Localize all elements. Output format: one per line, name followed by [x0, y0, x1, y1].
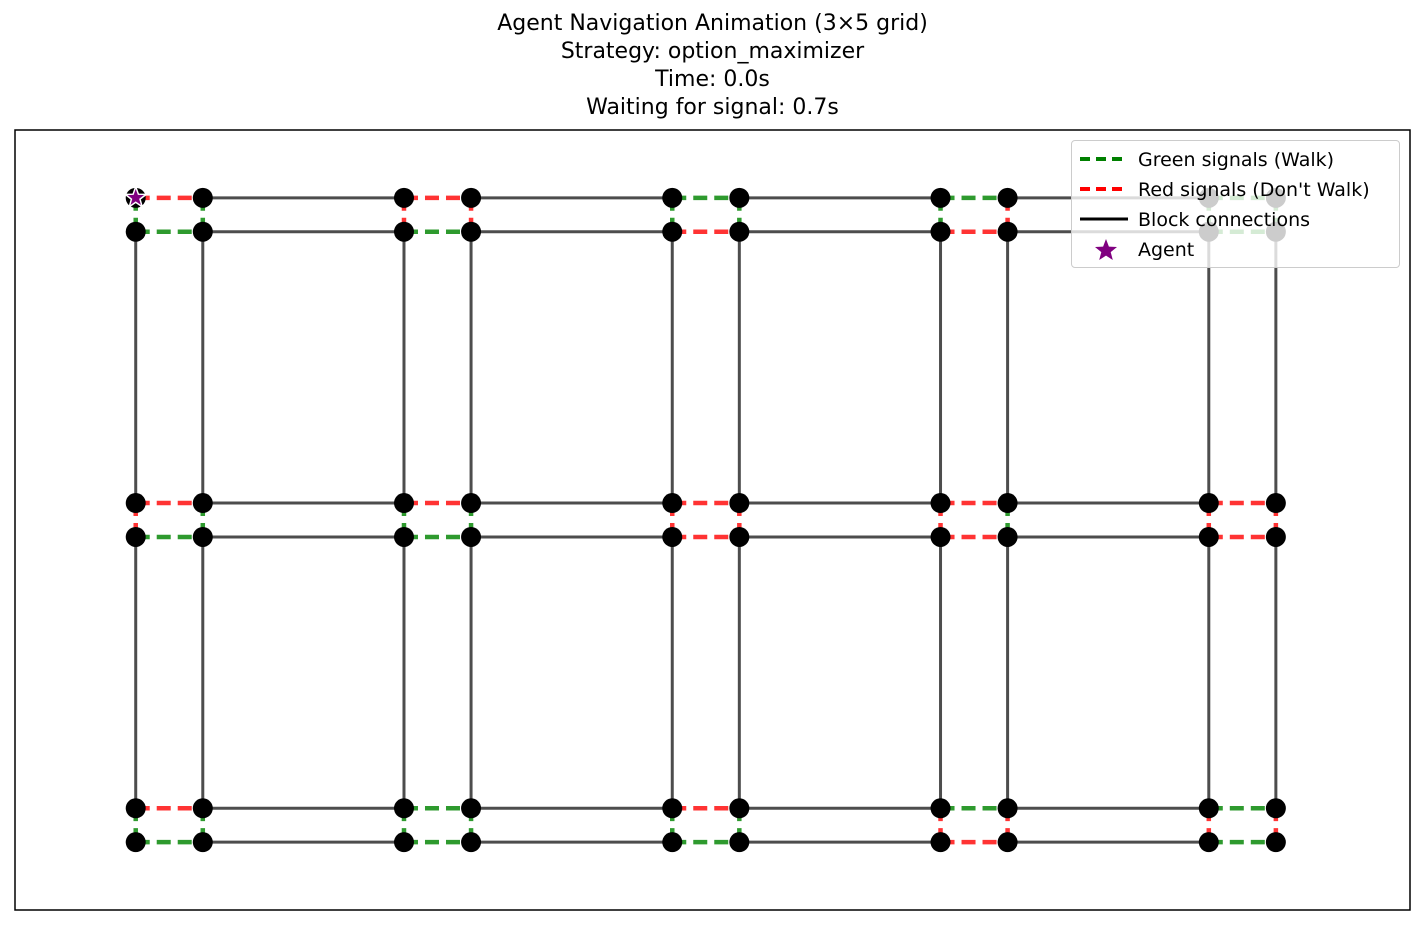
intersection-node [662, 527, 682, 547]
intersection-node [394, 527, 414, 547]
intersection-node [729, 493, 749, 513]
legend-label-green: Green signals (Walk) [1138, 149, 1335, 171]
signal-lines [136, 198, 1276, 842]
intersection-node [461, 493, 481, 513]
intersection-node [662, 798, 682, 818]
red-dash-swatch [1078, 177, 1134, 201]
intersection-node [662, 188, 682, 208]
intersection-node [394, 798, 414, 818]
green-dash-swatch [1078, 147, 1134, 171]
intersection-node [126, 493, 146, 513]
intersection-node [1199, 527, 1219, 547]
intersection-node [998, 832, 1018, 852]
intersection-node [1266, 493, 1286, 513]
intersection-node [729, 832, 749, 852]
legend-label-red: Red signals (Don't Walk) [1138, 179, 1370, 201]
intersection-node [461, 832, 481, 852]
intersection-node [126, 832, 146, 852]
title-line-1: Agent Navigation Animation (3×5 grid) [497, 11, 928, 36]
star-icon [1078, 237, 1134, 261]
intersection-node [193, 527, 213, 547]
intersection-node [662, 222, 682, 242]
legend-item-block [1072, 205, 1399, 235]
intersection-node [931, 493, 951, 513]
intersection-node [998, 222, 1018, 242]
intersection-node [193, 188, 213, 208]
block-connections [136, 198, 1276, 842]
intersection-node [931, 832, 951, 852]
intersection-node [126, 527, 146, 547]
intersection-node [998, 493, 1018, 513]
intersection-node [729, 527, 749, 547]
intersection-node [193, 222, 213, 242]
intersection-node [193, 493, 213, 513]
legend-item-agent [1072, 235, 1399, 265]
intersection-node [461, 527, 481, 547]
title-line-4: Waiting for signal: 0.7s [586, 95, 839, 120]
intersection-node [394, 832, 414, 852]
legend-item-red [1072, 175, 1399, 205]
legend-item-green [1072, 145, 1399, 175]
intersection-node [662, 832, 682, 852]
intersection-node [193, 798, 213, 818]
intersection-node [998, 798, 1018, 818]
intersection-node [931, 188, 951, 208]
intersection-node [931, 798, 951, 818]
intersection-node [1266, 832, 1286, 852]
intersection-node [729, 798, 749, 818]
intersection-node [1199, 832, 1219, 852]
intersection-node [126, 798, 146, 818]
intersection-nodes [126, 188, 1286, 852]
solid-line-swatch [1078, 207, 1134, 231]
legend [1071, 140, 1400, 268]
intersection-node [461, 222, 481, 242]
intersection-node [394, 493, 414, 513]
intersection-node [394, 222, 414, 242]
intersection-node [394, 188, 414, 208]
title-line-3: Time: 0.0s [655, 67, 770, 92]
intersection-node [461, 188, 481, 208]
intersection-node [193, 832, 213, 852]
intersection-node [998, 527, 1018, 547]
intersection-node [126, 222, 146, 242]
title-line-2: Strategy: option_maximizer [560, 39, 865, 64]
intersection-node [1266, 527, 1286, 547]
intersection-node [1199, 493, 1219, 513]
intersection-node [729, 222, 749, 242]
legend-label-block: Block connections [1138, 209, 1311, 231]
legend-label-agent: Agent [1138, 239, 1195, 261]
intersection-node [729, 188, 749, 208]
intersection-node [931, 527, 951, 547]
intersection-node [931, 222, 951, 242]
intersection-node [1266, 798, 1286, 818]
intersection-node [998, 188, 1018, 208]
intersection-node [1199, 798, 1219, 818]
intersection-node [662, 493, 682, 513]
intersection-node [461, 798, 481, 818]
